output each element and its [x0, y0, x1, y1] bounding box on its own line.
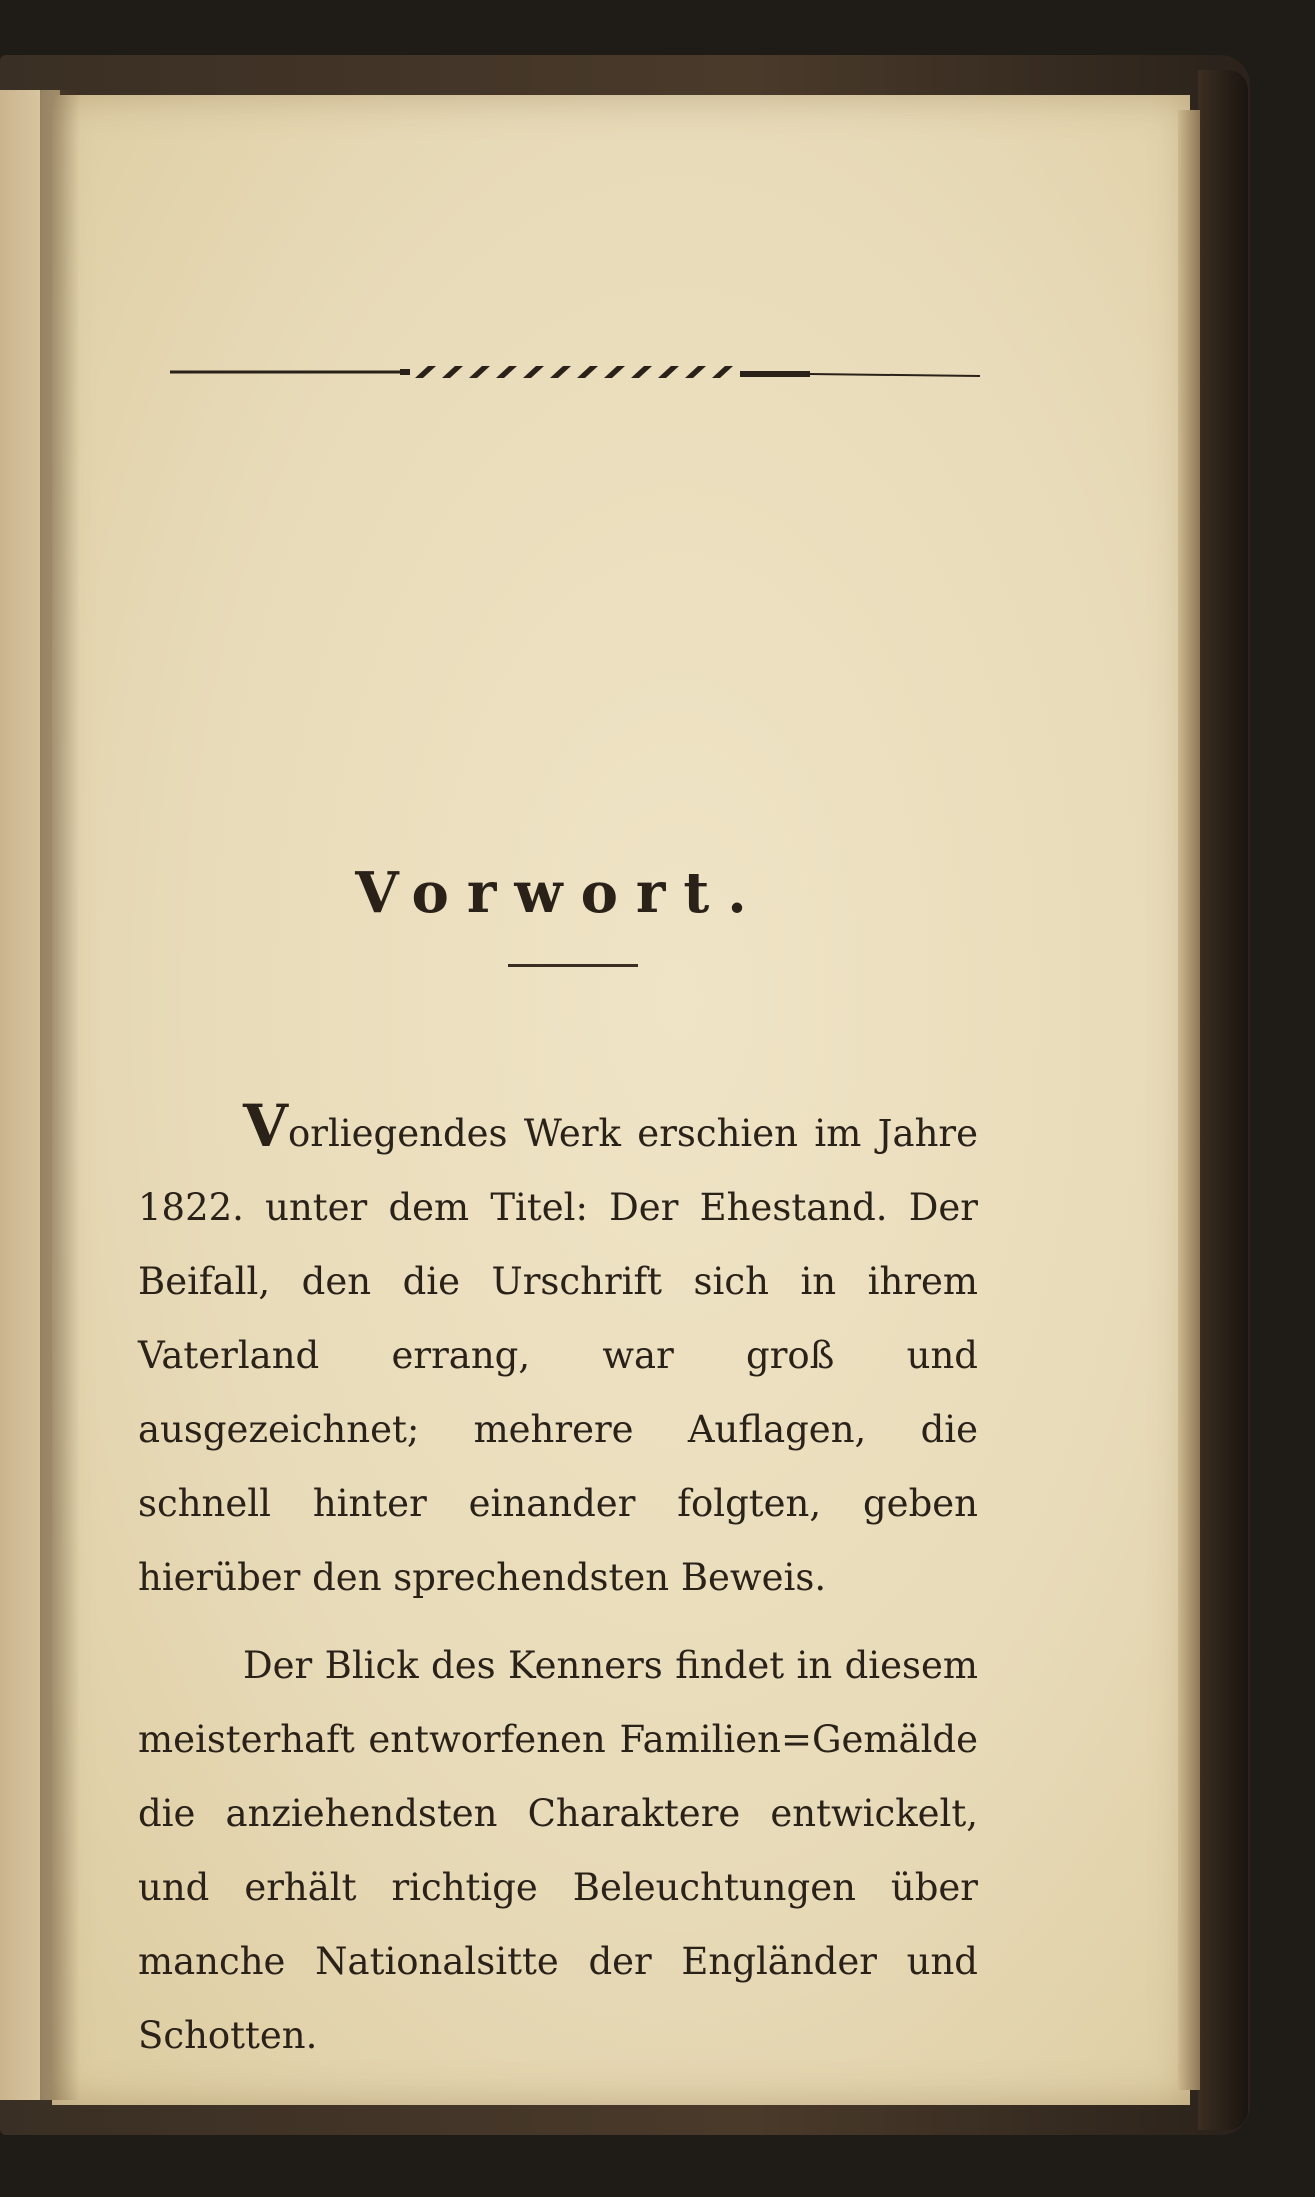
page-edge	[1178, 110, 1200, 2090]
paragraph-initial: V	[243, 1092, 289, 1160]
paragraph-1-text: orliegendes Werk erschien im Jahre 1822. unter dem Titel: Der Ehestand. Der Beifall, den die Urschrift sich in ihrem Vaterland errang, war groß und ausgezeichnet; mehrere Auflagen, die schnell hinter einander folgten, geben hierüber den sprechendsten Beweis.	[138, 1112, 978, 1599]
title-rule	[508, 964, 638, 967]
paragraph-1	[138, 1089, 978, 1615]
spine-shadow	[40, 90, 80, 2100]
cover-edge	[1198, 70, 1248, 2130]
paragraph-2: Der Blick des Kenners findet in diesem meisterhaft entworfenen Familien=Gemälde die anziehendsten Charaktere entwickelt, und erhält richtige Beleuchtungen über manche Nationalsitte der Engländer und Schotten.	[138, 1644, 978, 2057]
page-title: Vorwort.	[355, 860, 765, 926]
ornamental-rule	[170, 362, 980, 386]
